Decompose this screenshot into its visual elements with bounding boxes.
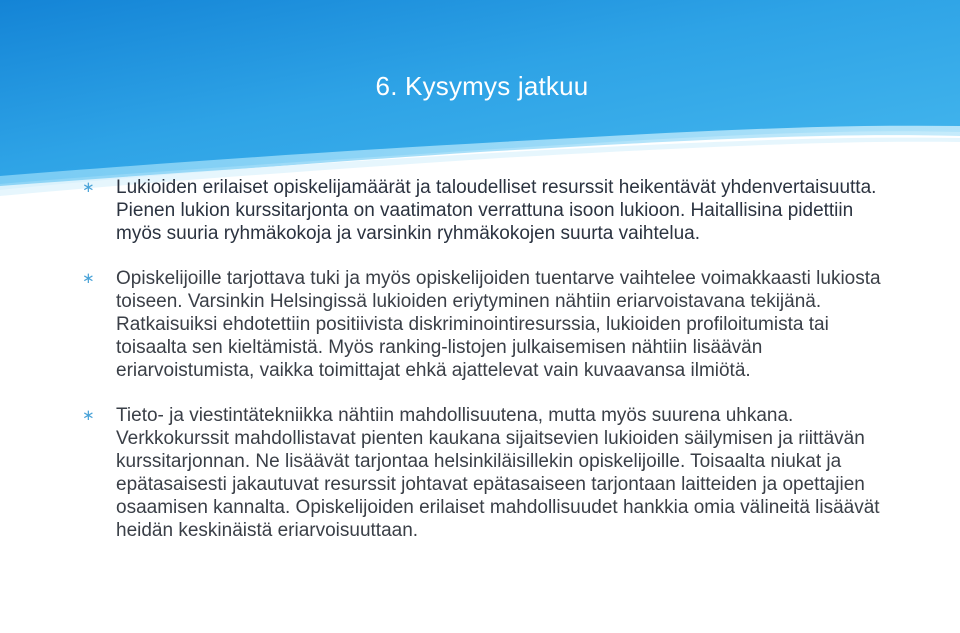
bullet-text: Opiskelijoille tarjottava tuki ja myös opiskelijoiden tuentarve vaihtelee voimakkaasti lukiosta toiseen. Varsinkin Helsingissä lukioiden eriytyminen nähtiin eriarvoistavana tekijänä. Ratkaisuiksi ehdotettiin positiivista diskriminointiresurssia, lukioiden profiloitumista tai toisaalta sen kieltämistä. Myös ranking-listojen julkaisemisen nähtiin lisäävän eriarvoistumista, vaikka toimittajat ehkä ajattelevat vain kuvaavansa ilmiötä. (116, 268, 881, 381)
asterisk-bullet-icon: ∗ (82, 179, 95, 196)
slide-title: 6. Kysymys jatkuu (375, 71, 589, 101)
bullet-list (0, 176, 960, 564)
bullet-text: Tieto- ja viestintätekniikka nähtiin mahdollisuutena, mutta myös suurena uhkana. Verkkokurssit mahdollistavat pienten kaukana sijaitsevien lukioiden säilymisen ja riittävän kurssitarjonnan. Ne lisäävät tarjontaa helsinkiläisillekin opiskelijoille. Toisaalta niukat ja epätasaisesti jakautuvat resurssit johtavat epätasaiseen tarjontaan laitteiden ja opettajien osaamisen kannalta. Opiskelijoiden erilaiset mahdollisuudet hankkia omia välineitä lisäävät heidän keskinäistä eriarvoisuuttaan. (116, 405, 880, 541)
bullet-text: Lukioiden erilaiset opiskelijamäärät ja taloudelliset resurssit heikentävät yhdenvertaisuutta. Pienen lukion kurssitarjonta on vaatimaton verrattuna isoon lukioon. Haitallisina pidettiin myös suuria ryhmäkokoja ja varsinkin ryhmäkokojen suurta vaihtelua. (116, 177, 877, 244)
asterisk-bullet-icon: ∗ (82, 407, 95, 424)
asterisk-bullet-icon: ∗ (82, 270, 95, 287)
bullet-item-1 (0, 176, 960, 245)
bullet-item-3 (0, 404, 960, 542)
bullet-item-2 (0, 267, 960, 382)
